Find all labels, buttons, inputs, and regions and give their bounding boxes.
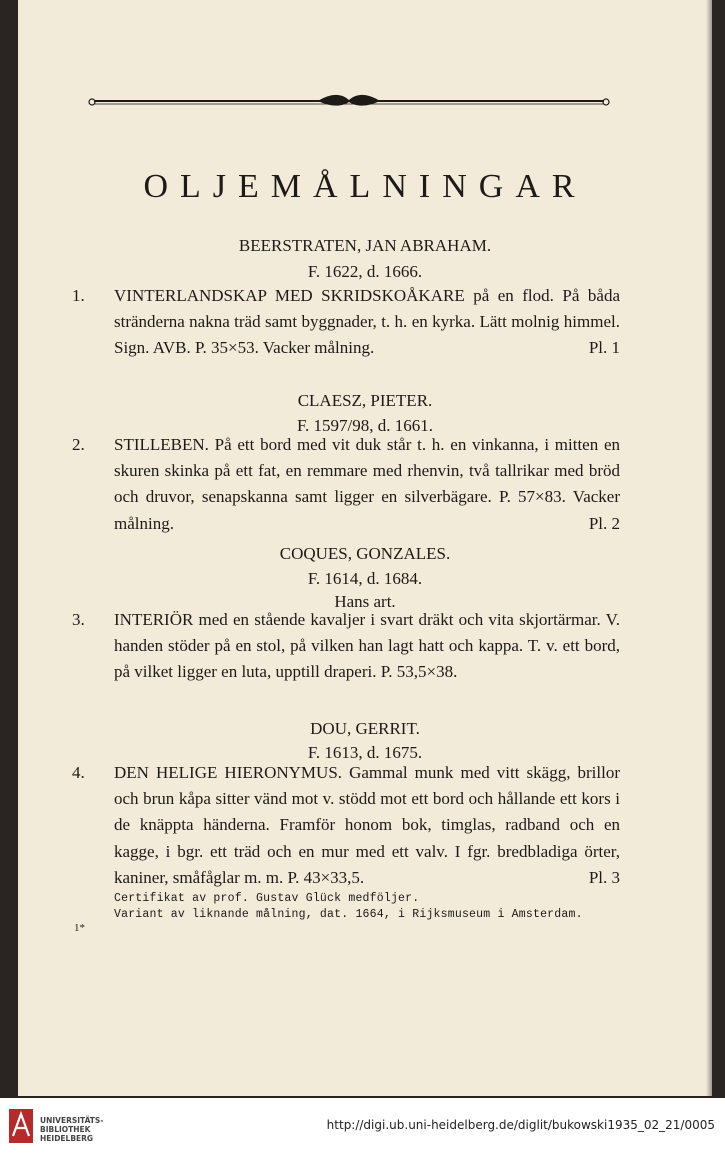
catalogue-entry [72, 432, 620, 537]
artist-dates: F. 1613, d. 1675. [307, 743, 423, 762]
plate-reference: Pl. 3 [588, 867, 620, 887]
entry-number: 1. [72, 286, 85, 305]
entry-text: DEN HELIGE HIERONYMUS. Gammal munk med vitt skägg, brillor och brun kåpa sitter vänd mot v. stödd mot ett bord och hållande ett kors i de knäppta händerna. Framför honom bok, timglas, radband och en kagge, i bgr. ett träd och en mur med ett valv. I fgr. bredbladiga örter, kaniner, småfåglar m. m. P. 43×33,5. [114, 763, 620, 887]
artist-name: COQUES, GONZALES. [279, 544, 451, 563]
artist-dates: F. 1614, d. 1684. [307, 569, 423, 588]
catalogue-entry [72, 283, 620, 362]
entry-note: Variant av liknande målning, dat. 1664, i Rijksmuseum i Amsterdam. [114, 908, 583, 921]
entry-note: Certifikat av prof. Gustav Glück medföljer. [114, 892, 420, 905]
entry-number: 4. [72, 763, 85, 782]
artist-attribution: Hans art. [334, 592, 396, 611]
artist-dates: F. 1622, d. 1666. [307, 262, 423, 281]
artist-name: CLAESZ, PIETER. [297, 391, 433, 410]
entry-number: 2. [72, 435, 85, 454]
library-line: BIBLIOTHEK [40, 1125, 91, 1134]
university-seal-icon [8, 1108, 34, 1144]
entry-number: 3. [72, 610, 85, 629]
plate-reference: Pl. 2 [588, 513, 620, 533]
digitization-footer [0, 1098, 725, 1160]
catalogue-page [18, 0, 712, 1096]
catalogue-entry [72, 607, 620, 686]
library-line: HEIDELBERG [40, 1134, 94, 1143]
page-title: OLJEMÅLNINGAR [143, 168, 587, 205]
signature-mark: 1* [74, 922, 85, 934]
plate-reference: Pl. 1 [588, 338, 620, 358]
entry-text: INTERIÖR med en stående kavaljer i svart dräkt och vita skjortärmar. V. handen stöder på en stol, på vilken han lagt hatt och kappa. T. v. ett bord, på vilket ligger en luta, upptill draperi. P. 53,5×38. [114, 610, 620, 682]
artist-name: DOU, GERRIT. [310, 719, 420, 738]
entry-text: VINTERLANDSKAP MED SKRIDSKOÅKARE på en flod. På båda stränderna nakna träd samt byggnader, t. h. en kyrka. Lätt molnig himmel. Sign. AVB. P. 35×53. Vacker målning. [114, 286, 620, 358]
ornament-divider-icon [86, 92, 612, 110]
library-line: UNIVERSITÄTS- [40, 1116, 104, 1125]
artist-name: BEERSTRATEN, JAN ABRAHAM. [238, 236, 492, 255]
artist-dates: F. 1597/98, d. 1661. [296, 416, 434, 435]
catalogue-entry [72, 760, 620, 891]
entry-text: STILLEBEN. På ett bord med vit duk står t. h. en vinkanna, i mitten en skuren skinka på ett fat, en remmare med rhenvin, två tallrikar med bröd och druvor, senapskanna samt ligger en silverbägare. P. 57×83. Vacker målning. [114, 435, 620, 533]
library-name [40, 1116, 103, 1143]
source-url[interactable]: http://digi.ub.uni-heidelberg.de/diglit/bukowski1935_02_21/0005 [326, 1118, 715, 1132]
